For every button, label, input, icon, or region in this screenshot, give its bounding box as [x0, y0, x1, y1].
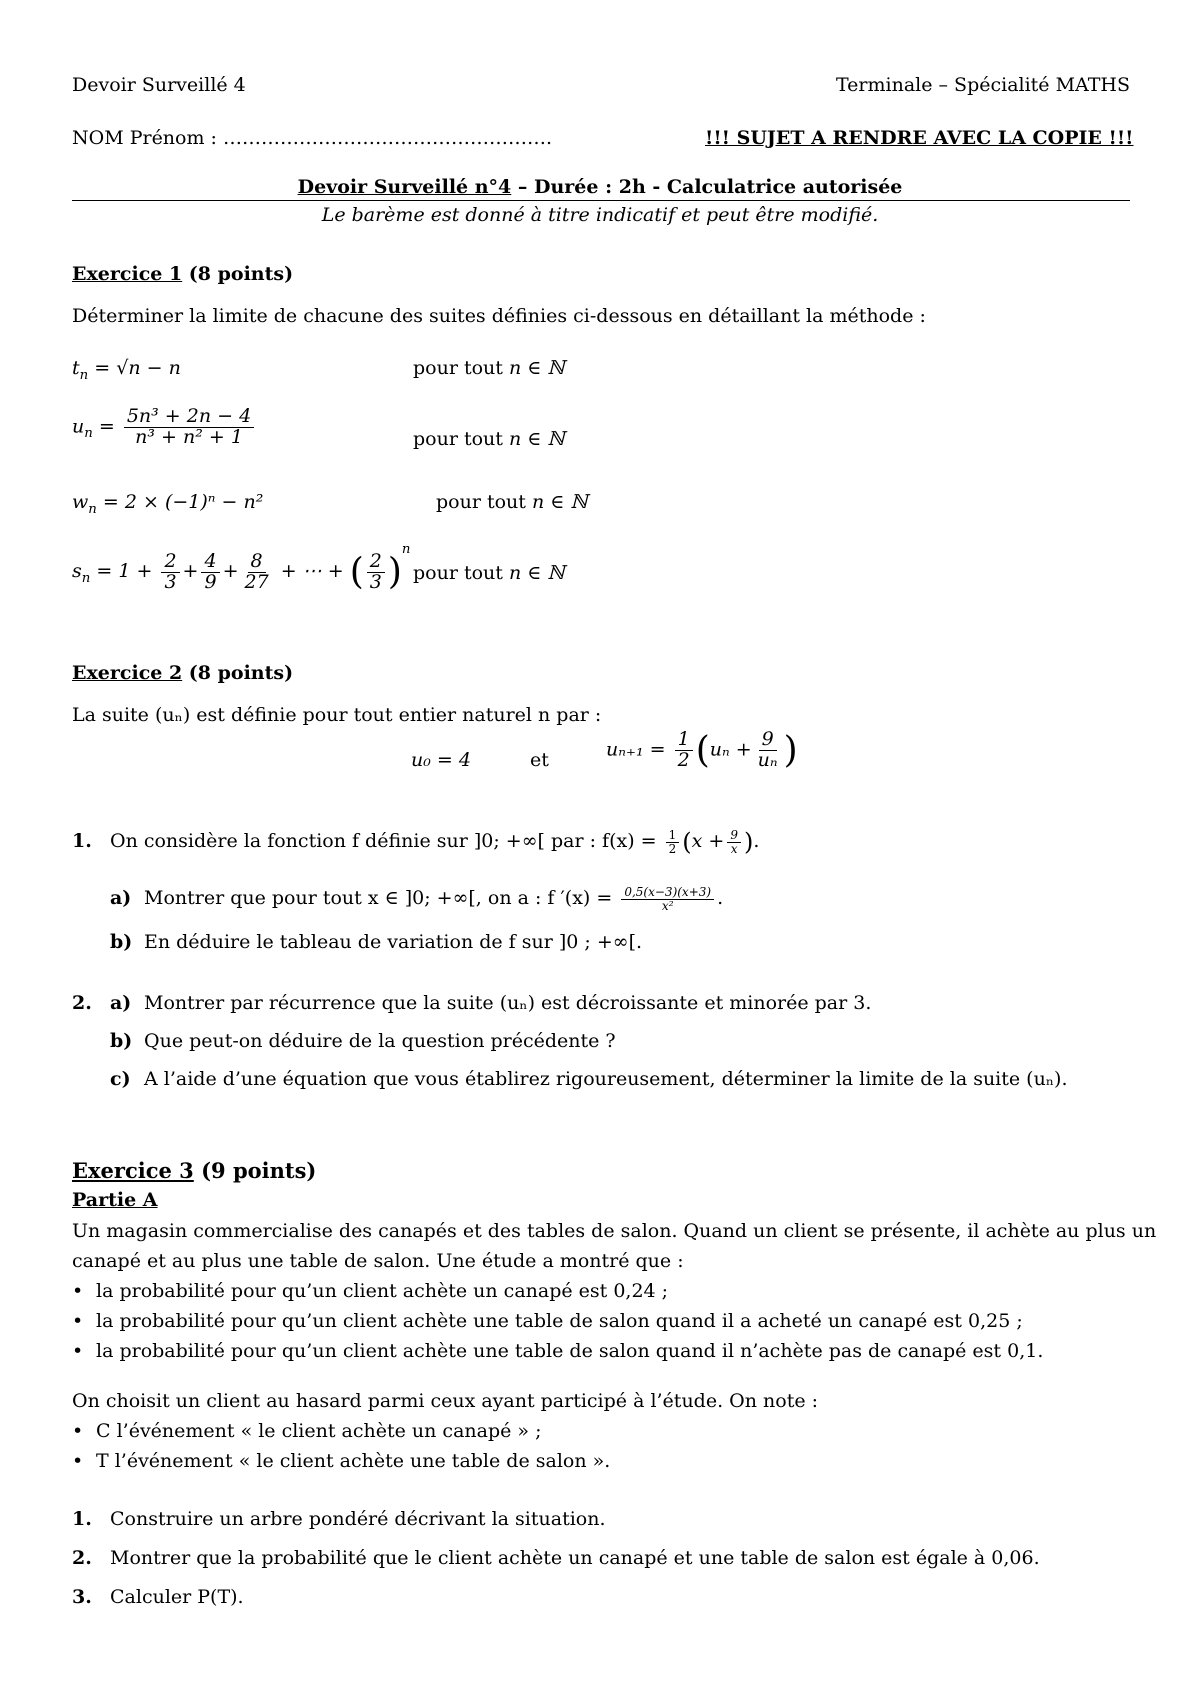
for-all-label: pour tout — [413, 428, 503, 450]
s-fraction-3: $\frac{8}{27}$ — [244, 549, 269, 593]
q1-half: $\frac{1}{2}$ — [666, 829, 680, 855]
ex3-paragraph-3: On choisit un client au hasard parmi ceux ayant participé à l’étude. On note : — [72, 1390, 819, 1412]
ex2-q1b-label: b) — [110, 931, 133, 953]
ex3-title: Exercice 3 — [72, 1158, 194, 1183]
s-fraction-2: $\frac{4}{9}$ — [201, 552, 219, 593]
t-symbol: t — [72, 357, 80, 379]
ex2-q2c-label: c) — [110, 1068, 131, 1090]
rec-half: $\frac{1}{2}$ — [675, 730, 693, 771]
ex3-paragraph-2: canapé et au plus une table de salon. Une étude a montré que : — [72, 1250, 684, 1272]
domain-n: n ∈ ℕ — [508, 357, 565, 379]
ex3-q1: 1. Construire un arbre pondéré décrivant la situation. — [72, 1508, 606, 1530]
s-symbol: s — [72, 560, 82, 582]
ex3-paragraph-1: Un magasin commercialise des canapés et des tables de salon. Quand un client se présente, il achète au plus un — [72, 1220, 1157, 1242]
domain-n: n ∈ ℕ — [508, 562, 565, 584]
ex2-intro: La suite (uₙ) est définie pour tout entier naturel n par : — [72, 704, 602, 726]
header-left: Devoir Surveillé 4 — [72, 74, 246, 96]
ex2-u0: u₀ = 4 — [411, 749, 471, 771]
s-fraction-1: $\frac{2}{3}$ — [161, 552, 179, 593]
ex2-et: et — [530, 749, 549, 771]
ex3-bullet-5: • T l’événement « le client achète une table de salon ». — [72, 1450, 611, 1472]
ex2-q1: 1. On considère la fonction f définie sur ]0; +∞[ par : f(x) = $\frac{1}{2}$ (x + $\frac{9}{x}$ ). — [72, 827, 760, 856]
ex1-s-domain — [413, 562, 565, 584]
name-field-label: NOM Prénom : ……………………………………………. — [72, 127, 553, 149]
u-denominator: n³ + n² + 1 — [135, 425, 243, 448]
ex2-q2c-text: A l’aide d’une équation que vous établirez rigoureusement, déterminer la limite de la suite (uₙ). — [144, 1068, 1068, 1090]
exam-title-main: Devoir Surveillé n°4 — [297, 176, 512, 198]
s-fraction-last: $\frac{2}{3}$ — [367, 552, 385, 593]
ex2-title: Exercice 2 — [72, 662, 183, 684]
ex1-intro: Déterminer la limite de chacune des suites définies ci-dessous en détaillant la méthode : — [72, 305, 926, 327]
ex1-seq-t: $t_n = √n - n$ — [72, 357, 181, 383]
ex2-q2a-text: Montrer par récurrence que la suite (uₙ) est décroissante et minorée par 3. — [144, 992, 872, 1014]
ex3-part-a: Partie A — [72, 1189, 158, 1211]
w-formula: = 2 × (−1)ⁿ − n² — [102, 491, 264, 513]
q1a-fraction: $\frac{0,5(x-3)(x+3)}{\text{x²}}$ — [621, 886, 714, 912]
ex1-t-domain — [413, 357, 565, 379]
ex3-q3: 3. Calculer P(T). — [72, 1586, 244, 1608]
ex1-u-domain — [413, 428, 565, 450]
rec-inner: uₙ + — [709, 738, 752, 761]
ex2-q2b-label: b) — [110, 1030, 133, 1052]
for-all-label: pour tout — [436, 491, 526, 513]
ex1-seq-w: $w_n = 2 \times (-1)^n - n^2$ — [72, 491, 264, 517]
domain-n: n ∈ ℕ — [508, 428, 565, 450]
title-rule — [72, 200, 1130, 201]
exam-title — [0, 176, 1200, 198]
ex2-q1a: a) Montrer que pour tout x ∈ ]0; +∞[, on a : f ′(x) = $\frac{0,5(x-3)(x+3)}{\text{x²}}$ . — [110, 885, 724, 913]
ex3-bullet-3: • la probabilité pour qu’un client achète une table de salon quand il n’achète pas de canapé est 0,1. — [72, 1340, 1044, 1362]
ex2-q1a-text: Montrer que pour tout x ∈ ]0; +∞[, on a : f ′(x) = — [144, 887, 613, 910]
ex3-q2: 2. Montrer que la probabilité que le client achète un canapé et une table de salon est égale à 0,06. — [72, 1547, 1040, 1569]
q1-fraction: $\frac{9}{x}$ — [727, 829, 741, 855]
s-exponent: n — [401, 542, 411, 557]
for-all-label: pour tout — [413, 357, 503, 379]
ex2-recurrence: uₙ₊₁ = $\frac{1}{2}$ (uₙ + $\frac{9}{\text{uₙ}}$ ) — [606, 728, 798, 771]
u-fraction — [124, 407, 254, 448]
ex2-q2b — [110, 1030, 616, 1052]
return-notice: !!! SUJET A RENDRE AVEC LA COPIE !!! — [705, 127, 1134, 149]
ex2-q2b-text: Que peut-on déduire de la question précédente ? — [144, 1030, 616, 1052]
ex1-title: Exercice 1 — [72, 263, 183, 285]
u-numerator: 5n³ + 2n − 4 — [124, 407, 254, 428]
ex2-q2a-label: a) — [110, 992, 132, 1014]
ex1-heading — [72, 263, 293, 285]
s-start: = 1 + — [96, 560, 153, 582]
ex2-q2-number: 2. — [72, 992, 92, 1014]
t-formula: = √n − n — [94, 357, 181, 379]
ex3-bullet-4: • C l’événement « le client achète un canapé » ; — [72, 1420, 542, 1442]
ex3-bullet-1: • la probabilité pour qu’un client achète un canapé est 0,24 ; — [72, 1280, 669, 1302]
s-dots: + ⋯ + — [280, 560, 344, 582]
ex2-q2c — [110, 1068, 1068, 1090]
exam-subtitle: Le barème est donné à titre indicatif et peut être modifié. — [321, 204, 879, 226]
ex2-q1-number: 1. — [72, 830, 92, 852]
ex1-seq-s: $s_n = 1$ + $\frac{2}{3}$ + $\frac{4}{9}$ + $\frac{8}{27}$ + ⋯ + ( $\frac{2}{3}$ )$^n$ — [72, 542, 411, 593]
ex2-q1b — [110, 931, 642, 953]
ex1-seq-u: $u_n$ = $\frac{\text{5n³ + 2n − 4}}{\text{n³ + n² + 1}}$ — [72, 407, 257, 448]
rec-lhs: uₙ₊₁ = — [606, 738, 666, 761]
ex3-points: (9 points) — [193, 1158, 317, 1183]
ex2-q1-text: On considère la fonction f définie sur ]0; +∞[ par : f(x) = — [110, 830, 657, 852]
exam-title-rest: – Durée : 2h - Calculatrice autorisée — [511, 176, 903, 198]
ex1-w-domain — [436, 491, 588, 513]
ex2-q1a-label: a) — [110, 887, 132, 910]
ex2-q1b-text: En déduire le tableau de variation de f sur ]0 ; +∞[. — [144, 931, 643, 953]
ex2-points: (8 points) — [182, 662, 294, 684]
rec-fraction: $\frac{9}{\text{uₙ}}$ — [757, 728, 778, 771]
ex2-q2a — [72, 992, 871, 1014]
ex3-heading — [72, 1158, 316, 1183]
domain-n: n ∈ ℕ — [531, 491, 588, 513]
u-symbol: u — [72, 415, 85, 438]
for-all-label: pour tout — [413, 562, 503, 584]
ex2-heading — [72, 662, 293, 684]
ex1-points: (8 points) — [182, 263, 294, 285]
q1-inner: x + — [691, 830, 725, 852]
w-symbol: w — [72, 491, 89, 513]
ex3-bullet-2: • la probabilité pour qu’un client achète une table de salon quand il a acheté un canapé est 0,25 ; — [72, 1310, 1023, 1332]
header-right: Terminale – Spécialité MATHS — [835, 74, 1130, 96]
